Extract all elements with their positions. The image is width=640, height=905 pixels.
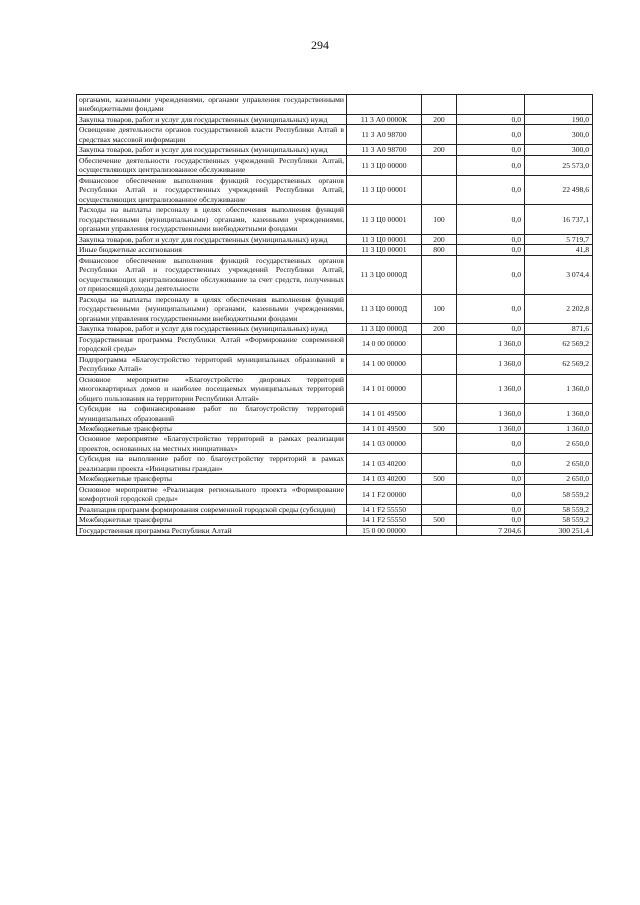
table-row [77,484,593,504]
row-amount-2-cell: 300,0 [525,145,593,155]
row-amount-1-cell: 0,0 [457,145,525,155]
row-code-cell: 11 3 Ц0 00001 [347,245,422,255]
row-amount-2-cell: 58 559,2 [525,484,593,504]
row-name-cell: Субсидия на выполнение работ по благоустройству территорий в рамках реализации проекта «Инициативы граждан» [77,454,347,474]
table-row [77,324,593,334]
row-amount-2-cell: 25 573,0 [525,155,593,175]
table-row [77,234,593,244]
row-code-cell: 11 3 Ц0 00001 [347,234,422,244]
table-row [77,423,593,433]
row-code-cell: 14 0 00 00000 [347,334,422,354]
row-amount-1-cell [457,95,525,115]
row-code-cell: 14 1 03 00000 [347,434,422,454]
row-vr-cell [422,454,457,474]
row-amount-2-cell: 58 559,2 [525,504,593,514]
row-code-cell: 11 3 Ц0 0000Д [347,255,422,294]
row-name-cell: Освещение деятельности органов государственной власти Республики Алтай в средствах массовой информации [77,125,347,145]
row-amount-2-cell: 22 498,6 [525,175,593,204]
row-vr-cell: 500 [422,423,457,433]
table-row [77,525,593,535]
row-amount-1-cell: 0,0 [457,245,525,255]
row-amount-1-cell: 0,0 [457,234,525,244]
row-amount-1-cell: 0,0 [457,205,525,234]
row-amount-1-cell: 1 360,0 [457,423,525,433]
row-amount-2-cell: 1 360,0 [525,404,593,424]
row-code-cell: 14 1 01 49500 [347,423,422,433]
row-amount-2-cell: 2 650,0 [525,474,593,484]
row-name-cell: органами, казенными учреждениями, органами управления государственными внебюджетными фондами [77,95,347,115]
row-amount-2-cell: 5 719,7 [525,234,593,244]
row-amount-1-cell: 7 204,6 [457,525,525,535]
row-name-cell: Расходы на выплаты персоналу в целях обеспечения выполнения функций государственными (муниципальными) органами, казенными учреждениями, органами управления государственными внебюджетными фондами [77,294,347,323]
row-amount-1-cell: 0,0 [457,155,525,175]
table-row [77,454,593,474]
row-name-cell: Закупка товаров, работ и услуг для государственных (муниципальных) нужд [77,324,347,334]
row-code-cell: 11 3 Ц0 0000Д [347,294,422,323]
row-code-cell: 11 3 Ц0 00001 [347,205,422,234]
row-name-cell: Закупка товаров, работ и услуг для государственных (муниципальных) нужд [77,145,347,155]
row-name-cell: Межбюджетные трансферты [77,474,347,484]
row-amount-1-cell: 0,0 [457,255,525,294]
row-code-cell: 14 1 01 49500 [347,404,422,424]
row-code-cell: 15 0 00 00000 [347,525,422,535]
row-name-cell: Межбюджетные трансферты [77,515,347,525]
row-amount-2-cell: 871,6 [525,324,593,334]
table-row [77,114,593,124]
table-row [77,374,593,403]
table-row [77,255,593,294]
row-code-cell: 14 1 F2 00000 [347,484,422,504]
row-name-cell: Обеспечение деятельности государственных учреждений Республики Алтай, осуществляющих централизованное обслуживание [77,155,347,175]
row-amount-2-cell: 3 074,4 [525,255,593,294]
table-row [77,294,593,323]
row-name-cell: Основное мероприятие «Благоустройство дворовых территорий многоквартирных домов и наиболее посещаемых муниципальных территорий общего пользования на территории Республики Алтай» [77,374,347,403]
row-code-cell: 11 3 Ц0 00000 [347,155,422,175]
table-row [77,504,593,514]
row-vr-cell [422,354,457,374]
budget-table [76,94,593,536]
row-amount-2-cell: 58 559,2 [525,515,593,525]
row-amount-2-cell: 41,8 [525,245,593,255]
row-name-cell: Субсидии на софинансирование работ по благоустройству территорий муниципальных образований [77,404,347,424]
row-code-cell: 11 3 А0 98700 [347,145,422,155]
row-name-cell: Основное мероприятие «Реализация регионального проекта «Формирование комфортной городской среды» [77,484,347,504]
row-amount-1-cell: 1 360,0 [457,374,525,403]
table-row [77,205,593,234]
row-amount-1-cell: 0,0 [457,434,525,454]
row-amount-1-cell: 0,0 [457,515,525,525]
table-row [77,404,593,424]
table-row [77,145,593,155]
table-row [77,434,593,454]
row-code-cell: 14 1 F2 55550 [347,504,422,514]
row-vr-cell: 200 [422,114,457,124]
row-code-cell: 14 1 01 00000 [347,374,422,403]
table-row [77,245,593,255]
row-vr-cell: 500 [422,474,457,484]
row-code-cell: 11 3 А0 98700 [347,125,422,145]
row-name-cell: Закупка товаров, работ и услуг для государственных (муниципальных) нужд [77,114,347,124]
row-name-cell: Иные бюджетные ассигнования [77,245,347,255]
row-vr-cell: 200 [422,324,457,334]
row-amount-1-cell: 0,0 [457,504,525,514]
row-code-cell: 11 3 А0 0000К [347,114,422,124]
row-name-cell: Расходы на выплаты персоналу в целях обеспечения выполнения функций государственными (муниципальными) органами, казенными учреждениями, органами управления государственными внебюджетными фондами [77,205,347,234]
row-amount-2-cell: 300,0 [525,125,593,145]
row-name-cell: Основное мероприятие «Благоустройство территорий в рамках реализации проектов, основанных на местных инициативах» [77,434,347,454]
row-amount-2-cell: 62 569,2 [525,354,593,374]
row-code-cell: 14 1 03 40200 [347,454,422,474]
row-vr-cell [422,374,457,403]
row-vr-cell [422,155,457,175]
row-vr-cell: 200 [422,145,457,155]
row-name-cell: Государственная программа Республики Алтай [77,525,347,535]
row-amount-1-cell: 0,0 [457,125,525,145]
row-vr-cell: 800 [422,245,457,255]
row-amount-1-cell: 1 360,0 [457,334,525,354]
row-code-cell: 11 3 Ц0 0000Д [347,324,422,334]
table-row [77,155,593,175]
row-vr-cell [422,125,457,145]
row-amount-1-cell: 0,0 [457,294,525,323]
row-code-cell [347,95,422,115]
row-amount-1-cell: 1 360,0 [457,404,525,424]
row-vr-cell [422,504,457,514]
row-vr-cell [422,434,457,454]
row-vr-cell [422,95,457,115]
row-amount-1-cell: 0,0 [457,175,525,204]
row-vr-cell: 100 [422,205,457,234]
row-amount-2-cell [525,95,593,115]
row-amount-2-cell: 62 569,2 [525,334,593,354]
budget-table-body [77,95,593,536]
row-name-cell: Финансовое обеспечение выполнения функций государственных органов Республики Алтай и государственных учреждений Республики Алтай, осуществляющих централизованное обслуживание за счет средств, полученных от приносящей доходы деятельности [77,255,347,294]
row-code-cell: 14 1 F2 55550 [347,515,422,525]
row-code-cell: 14 1 03 40200 [347,474,422,484]
row-vr-cell [422,404,457,424]
row-code-cell: 11 3 Ц0 00001 [347,175,422,204]
table-row [77,125,593,145]
table-row [77,95,593,115]
table-row [77,515,593,525]
row-vr-cell [422,334,457,354]
row-vr-cell: 100 [422,294,457,323]
row-vr-cell: 200 [422,234,457,244]
row-amount-2-cell: 2 650,0 [525,434,593,454]
row-name-cell: Реализация программ формирования современной городской среды (субсидии) [77,504,347,514]
row-name-cell: Подпрограмма «Благоустройство территорий муниципальных образований в Республике Алтай» [77,354,347,374]
table-row [77,354,593,374]
row-vr-cell [422,255,457,294]
table-row [77,175,593,204]
row-amount-2-cell: 16 737,1 [525,205,593,234]
row-name-cell: Финансовое обеспечение выполнения функций государственных органов Республики Алтай и государственных учреждений Республики Алтай, осуществляющих централизованное обслуживание [77,175,347,204]
table-row [77,474,593,484]
row-name-cell: Закупка товаров, работ и услуг для государственных (муниципальных) нужд [77,234,347,244]
row-amount-2-cell: 1 360,0 [525,423,593,433]
row-code-cell: 14 1 00 00000 [347,354,422,374]
page-number: 294 [311,38,329,52]
row-vr-cell [422,484,457,504]
row-amount-1-cell: 0,0 [457,484,525,504]
row-amount-2-cell: 190,0 [525,114,593,124]
row-amount-2-cell: 300 251,4 [525,525,593,535]
row-vr-cell [422,525,457,535]
row-amount-1-cell: 0,0 [457,454,525,474]
row-vr-cell [422,175,457,204]
table-row [77,334,593,354]
row-amount-2-cell: 2 202,8 [525,294,593,323]
row-name-cell: Государственная программа Республики Алтай «Формирование современной городской среды» [77,334,347,354]
row-amount-2-cell: 1 360,0 [525,374,593,403]
row-vr-cell: 500 [422,515,457,525]
row-amount-1-cell: 0,0 [457,114,525,124]
row-amount-1-cell: 0,0 [457,474,525,484]
row-name-cell: Межбюджетные трансферты [77,423,347,433]
row-amount-1-cell: 1 360,0 [457,354,525,374]
row-amount-1-cell: 0,0 [457,324,525,334]
row-amount-2-cell: 2 650,0 [525,454,593,474]
